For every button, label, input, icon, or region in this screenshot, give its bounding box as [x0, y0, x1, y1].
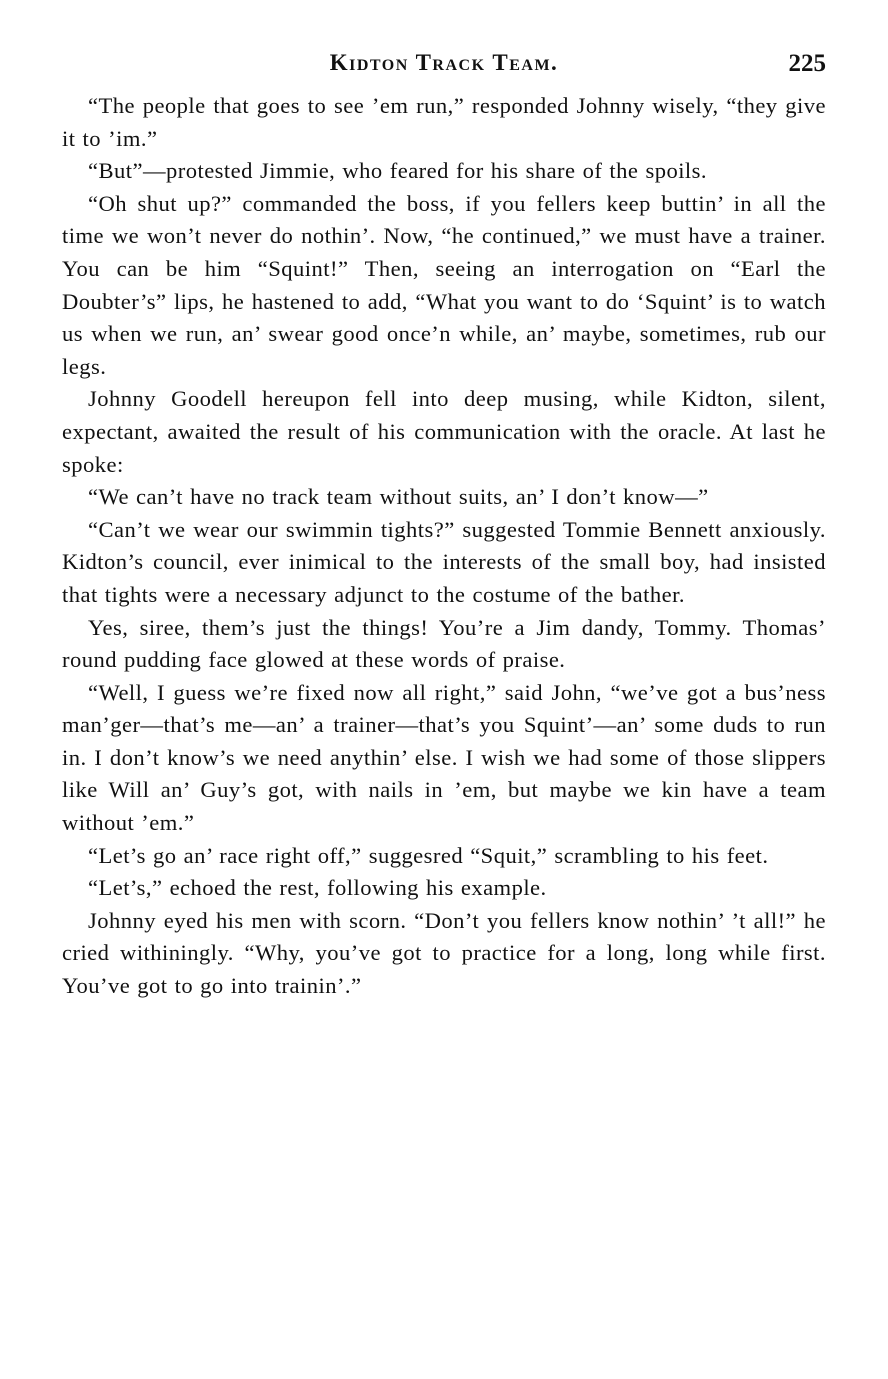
running-head	[62, 44, 826, 84]
paragraph: “Let’s,” echoed the rest, following his example.	[88, 875, 547, 901]
running-title: Kidton Track Team.	[329, 50, 559, 75]
paragraph: “The people that goes to see ’em run,” responded Johnny wisely, “they give it to ’im.”	[62, 93, 826, 151]
paragraph: “Can’t we wear our swimmin tights?” suggested Tommie Bennett anxiously. Kidton’s council, ever inimical to the interests of the small boy, had insisted that tights were a necessary adjunct to the costume of the bather.	[62, 516, 826, 607]
page-number: 225	[788, 50, 826, 77]
body-text	[62, 90, 826, 1003]
paragraph: “But”—protested Jimmie, who feared for his share of the spoils.	[88, 158, 707, 184]
paragraph: “Well, I guess we’re fixed now all right,” said John, “we’ve got a bus’ness man’ger—that’s me—an’ a trainer—that’s you Squint’—an’ some duds to run in. I don’t know’s we need anythin’ else. I wish we had some of those slippers like Will an’ Guy’s got, with nails in ’em, but maybe we kin have a team without ’em.”	[62, 679, 826, 836]
paragraph: “Oh shut up?” commanded the boss, if you fellers keep buttin’ in all the time we won’t never do nothin’. Now, “he continued,” we must have a trainer. You can be him “Squint!” Then, seeing an interrogation on “Earl the Doubter’s” lips, he hastened to add, “What you want to do ‘Squint’ is to watch us when we run, an’ swear good once’n while, an’ maybe, sometimes, rub our legs.	[62, 190, 826, 379]
book-page	[62, 44, 826, 1003]
paragraph: “Let’s go an’ race right off,” suggesred “Squit,” scrambling to his feet.	[88, 842, 769, 868]
paragraph: Johnny Goodell hereupon fell into deep musing, while Kidton, silent, expectant, awaited the result of his communication with the oracle. At last he spoke:	[62, 386, 826, 477]
paragraph: Johnny eyed his men with scorn. “Don’t you fellers know nothin’ ’t all!” he cried withiningly. “Why, you’ve got to practice for a long, long while first. You’ve got to go into trainin’.”	[62, 907, 826, 999]
paragraph: Yes, siree, them’s just the things! You’re a Jim dandy, Tommy. Thomas’ round pudding face glowed at these words of praise.	[62, 614, 826, 673]
paragraph: “We can’t have no track team without suits, an’ I don’t know—”	[88, 484, 709, 510]
